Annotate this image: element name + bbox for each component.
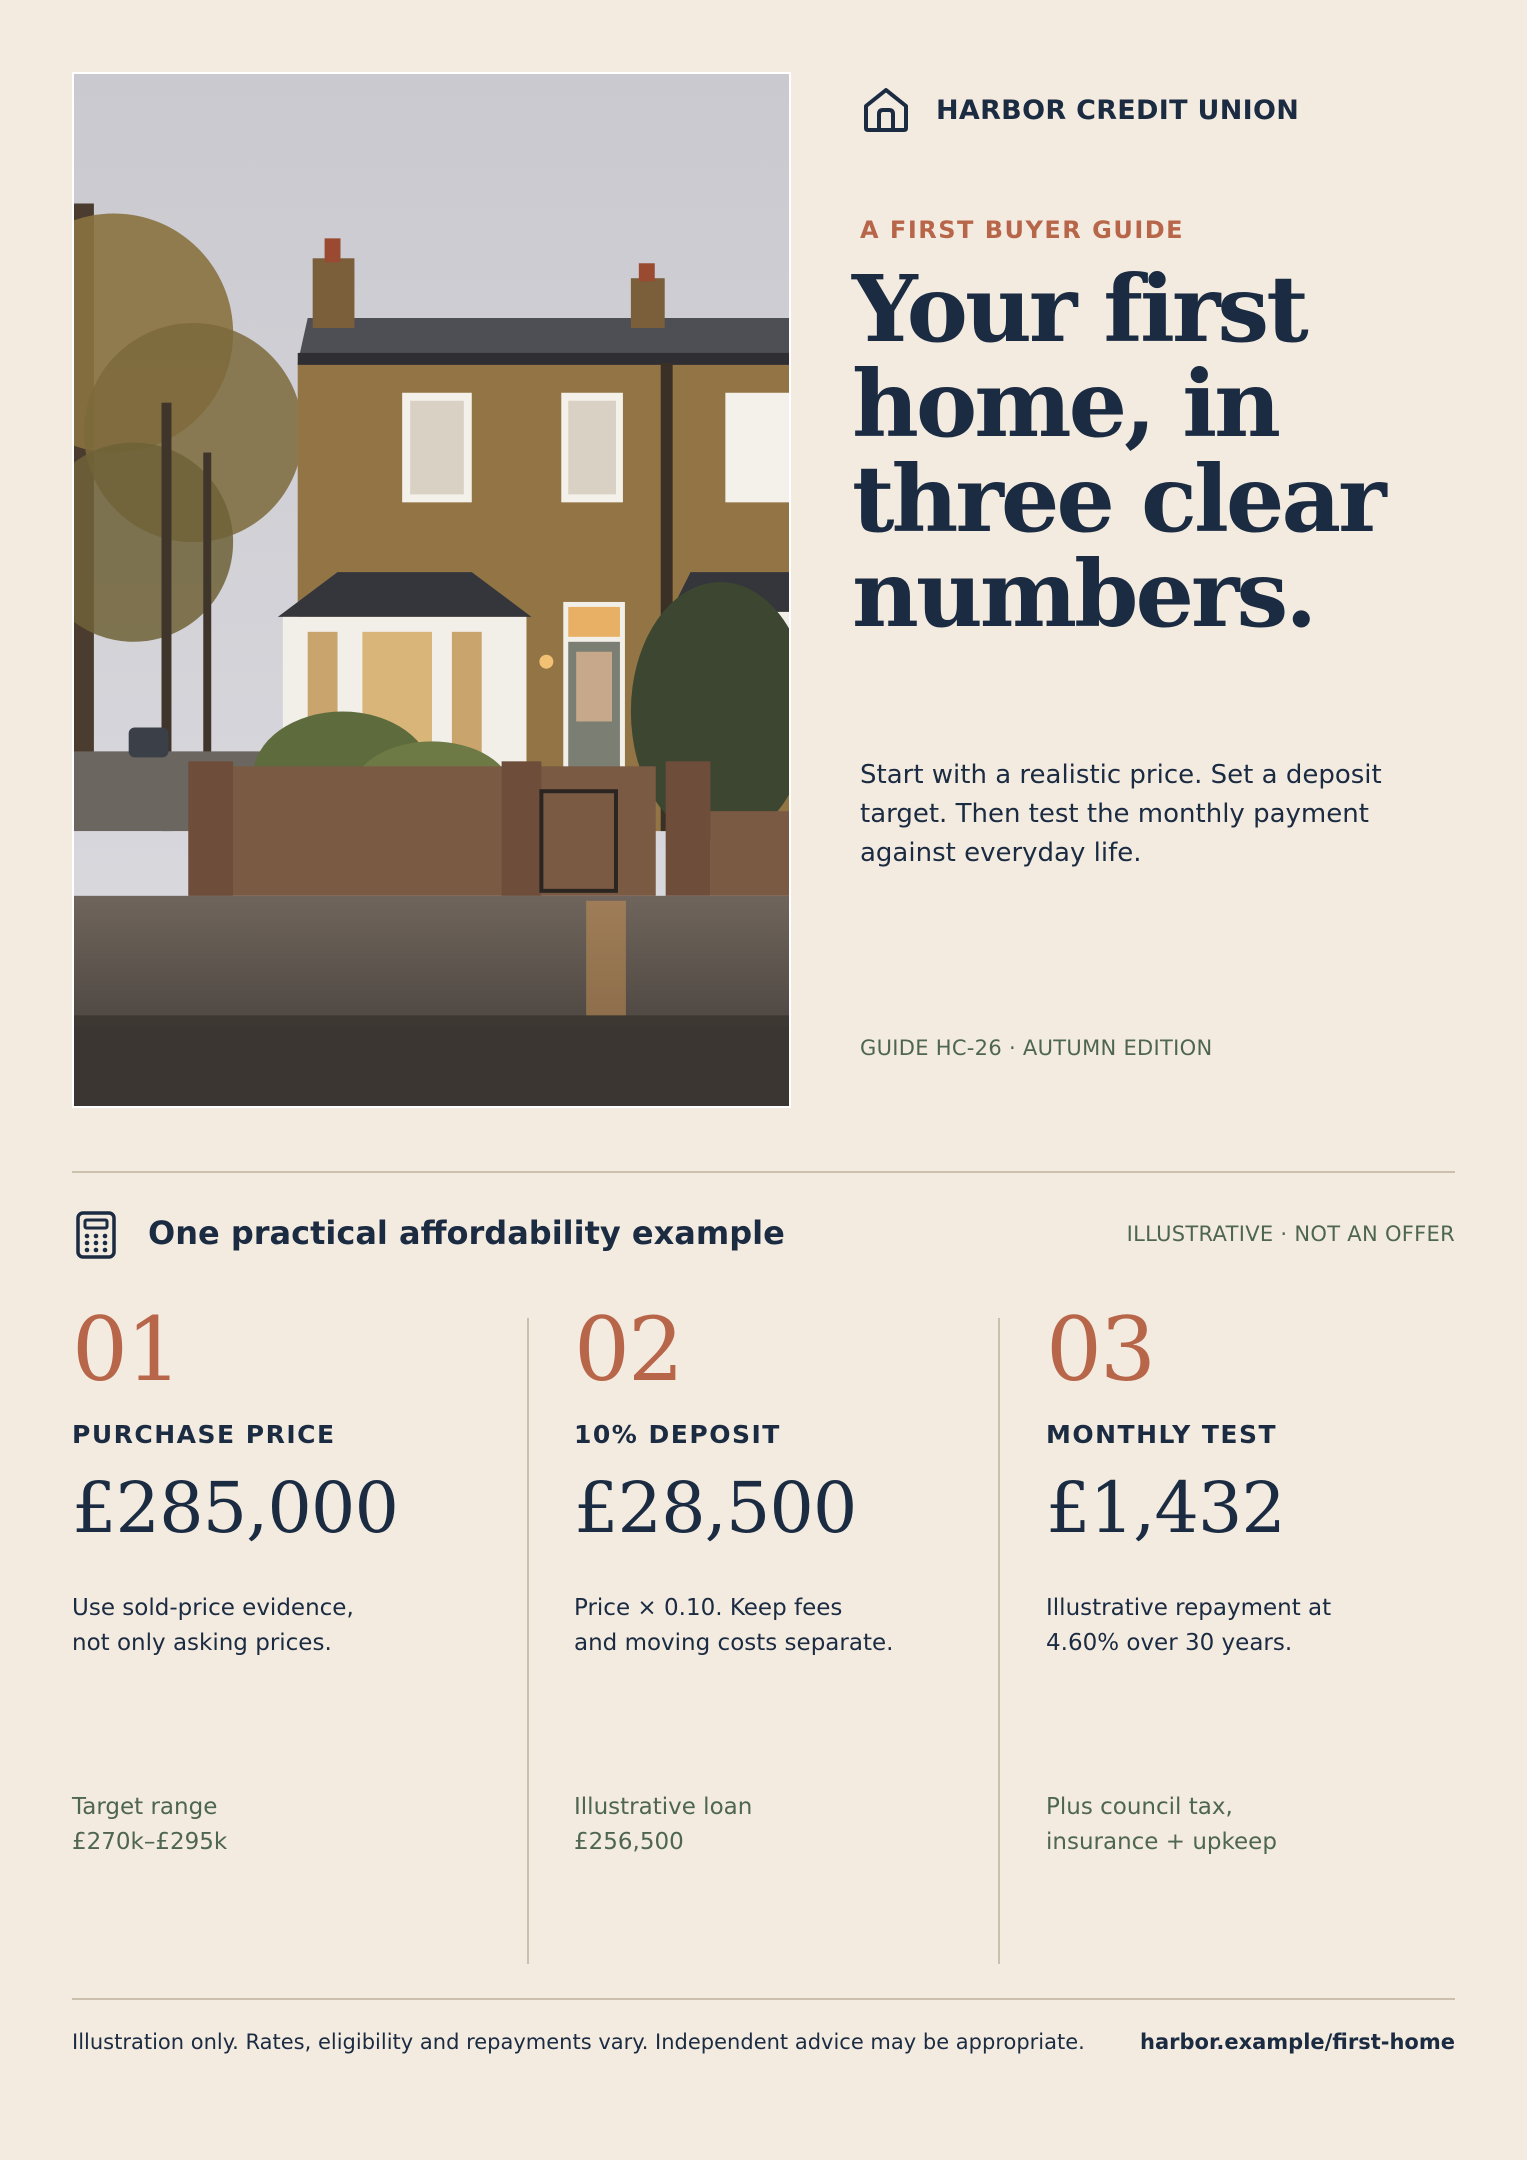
step-number: 01 — [72, 1298, 180, 1401]
step-description — [72, 1591, 398, 1661]
section-disclaimer-badge: ILLUSTRATIVE · NOT AN OFFER — [1126, 1222, 1455, 1246]
step-label: PURCHASE PRICE — [72, 1420, 336, 1449]
step-deposit — [574, 1298, 894, 1855]
step-note-line: insurance + upkeep — [1046, 1829, 1277, 1855]
step-value: £1,432 — [1046, 1467, 1285, 1549]
house-icon — [860, 84, 912, 136]
step-note-line: Target range — [72, 1794, 218, 1820]
step-number: 03 — [1046, 1298, 1154, 1401]
headline-line: three clear — [852, 445, 1384, 553]
step-description-line: not only asking prices. — [72, 1630, 332, 1656]
footer-disclaimer: Illustration only. Rates, eligibility and repayments vary. Independent advice may be appropriate. — [72, 2030, 1085, 2054]
column-divider — [527, 1318, 529, 1964]
column-divider — [998, 1318, 1000, 1964]
step-purchase-price — [72, 1298, 399, 1855]
step-note — [72, 1790, 492, 1860]
step-description — [574, 1591, 893, 1661]
page-headline — [852, 255, 1492, 648]
step-label: 10% DEPOSIT — [574, 1420, 781, 1449]
step-note — [1046, 1790, 1466, 1860]
step-note — [574, 1790, 994, 1860]
footer-divider — [72, 1998, 1455, 2000]
step-description-line: and moving costs separate. — [574, 1630, 894, 1656]
headline-line: numbers. — [852, 540, 1315, 648]
headline-line: Your first — [852, 255, 1306, 363]
step-note-line: £270k–£295k — [72, 1829, 228, 1855]
headline-line: home, in — [852, 350, 1279, 458]
step-number: 02 — [574, 1298, 682, 1401]
step-description-line: 4.60% over 30 years. — [1046, 1630, 1293, 1656]
calculator-icon — [76, 1211, 116, 1259]
step-description — [1046, 1591, 1331, 1661]
step-note-line: Illustrative loan — [574, 1794, 753, 1820]
step-value: £28,500 — [574, 1467, 857, 1549]
intro-paragraph: Start with a realistic price. Set a deposit target. Then test the monthly payment against everyday life. — [860, 760, 1382, 868]
step-description-line: Use sold-price evidence, — [72, 1595, 354, 1621]
section-title: One practical affordability example — [148, 1214, 785, 1252]
house-photo-illustration — [74, 74, 789, 1106]
footer-link[interactable]: harbor.example/first-home — [1140, 2030, 1455, 2054]
step-description-line: Price × 0.10. Keep fees — [574, 1595, 843, 1621]
edition-label: GUIDE HC-26 · AUTUMN EDITION — [860, 1036, 1213, 1060]
step-value: £285,000 — [72, 1467, 399, 1549]
brand-name: HARBOR CREDIT UNION — [936, 94, 1300, 126]
step-label: MONTHLY TEST — [1046, 1420, 1278, 1449]
section-divider — [72, 1171, 1455, 1173]
step-note-line: Plus council tax, — [1046, 1794, 1233, 1820]
guide-eyebrow: A FIRST BUYER GUIDE — [860, 216, 1185, 244]
step-description-line: Illustrative repayment at — [1046, 1595, 1332, 1621]
brand-header — [860, 82, 1299, 138]
step-monthly-test — [1046, 1298, 1332, 1855]
hero-photo-house — [72, 72, 791, 1108]
step-note-line: £256,500 — [574, 1829, 684, 1855]
